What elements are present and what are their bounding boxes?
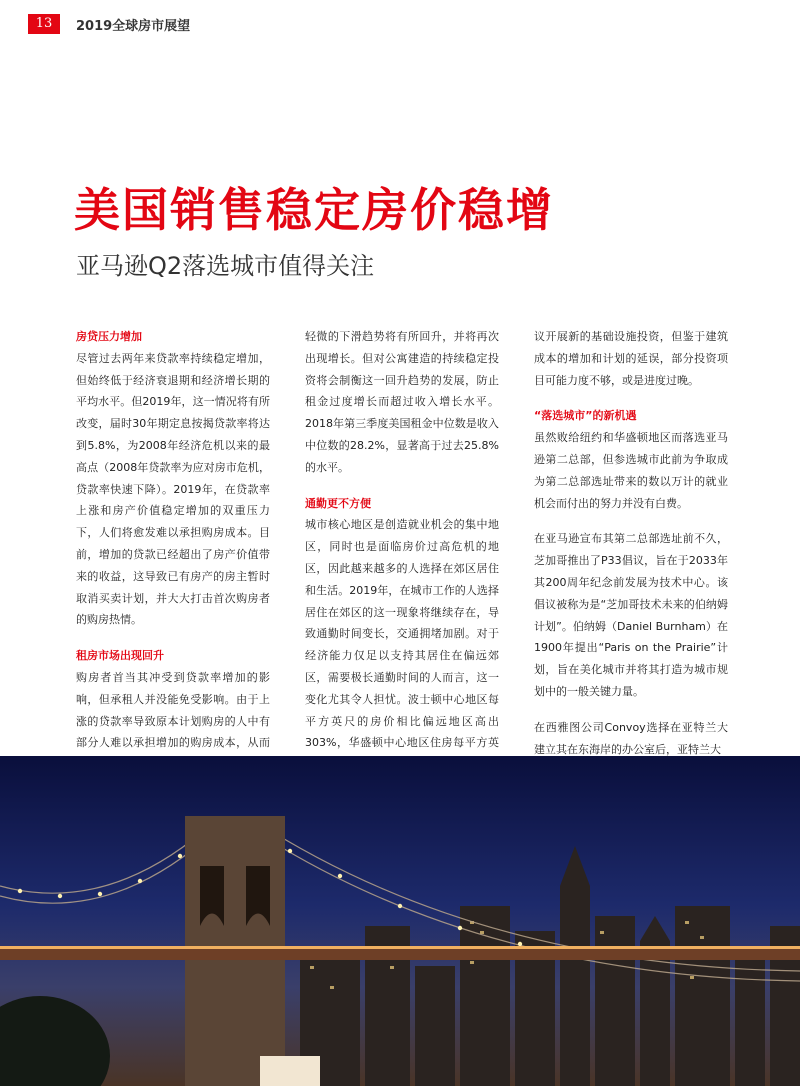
section-heading: 房贷压力增加 (76, 330, 142, 343)
paragraph: 议开展新的基础设施投资，但鉴于建筑成本的增加和计划的延误，部分投资项目可能力度不够，或是进度过晚。 (534, 330, 728, 387)
section-heading: 租房市场出现回升 (76, 649, 164, 663)
paragraph: 城市核心地区是创造就业机会的集中地区，同时也是面临房价过高危机的地区，因此越来越多的人选择在郊区居住和生活。2019年，在城市工作的人选择居住在郊区的这一现象将继续存在，导致通勤时间变长，交通拥堵加剧。对于经济能力仅足以支持其居住在偏远郊区，需要极长通勤时间的人而言，这一变化尤其令人担忧。波士顿中心地区每平方英尺的房价相比偏远地区高出303%，华盛顿中心地区住房每平方英 (305, 518, 499, 750)
article-subtitle: 亚马逊Q2落选城市值得关注 (76, 252, 375, 280)
paragraph: 尽管过去两年来贷款率持续稳定增加，但始终低于经济衰退期和经济增长期的平均水平。但2019年，这一情况将有所改变，届时30年期定息按揭贷款率将达到5.8%，为2008年经济危机以来的最高点（2008年贷款率为应对房市危机，贷款率快速下降）。2019年，在贷款率上涨和房产价值稳定增加的双重压力下，人们将愈发难以承担购房成本。目前，增加的贷款已经超出了房产价值带来的收益，这导致已有房产的房主暂时取消买卖计划，并大大打击首次购房者的购房热情。 (76, 351, 270, 627)
section-heading: “落选城市”的新机遇 (534, 409, 637, 423)
paragraph: 虽然败给纽约和华盛顿地区而落选亚马逊第二总部，但参选城市此前为争取成为第二总部选址带来的数以万计的就业机会而付出的努力并没有白费。 (534, 431, 728, 510)
paragraph: 购房者首当其冲受到贷款率增加的影响，但承租人并没能免受影响。由于上涨的贷款率导致原本计划购房的人中有部分人难以承担增加的购房成本，从而 (76, 670, 270, 750)
paragraph: 在西雅图公司Convoy选择在亚特兰大建立其在东海岸的办公室后，亚特兰大 (534, 720, 728, 756)
paragraph: 在亚马逊宣布其第二总部选址前不久，芝加哥推出了P33倡议，旨在于2033年其200周年纪念前发展为技术中心。该倡议被称为是“芝加哥技术未来的伯纳姆计划”。伯纳姆（Daniel Burnham）在1900年提出“Paris on the Prairie”计划，旨在美化城市并将其打造为城市规划中的一般关键力量。 (534, 532, 728, 698)
city-bridge-night-photo (0, 756, 800, 1086)
skyline-illustration (0, 756, 800, 1086)
text-column-3 (534, 326, 728, 774)
section-heading: 通勤更不方便 (305, 496, 371, 510)
text-column-1 (76, 326, 270, 790)
paragraph: 轻微的下滑趋势将有所回升，并将再次出现增长。但对公寓建造的持续稳定投资将会制衡这一回升趋势的发展，防止租金过度增长而超过收入增长水平。2018年第三季度美国租金中位数是收入中位数的28.2%，显著高于过去25.8%的水平。 (305, 330, 499, 474)
running-header-title: 2019全球房市展望 (76, 19, 191, 34)
page-number-badge: 13 (28, 14, 60, 34)
text-column-2 (305, 326, 499, 812)
article-title: 美国销售稳定房价稳增 (74, 183, 554, 237)
